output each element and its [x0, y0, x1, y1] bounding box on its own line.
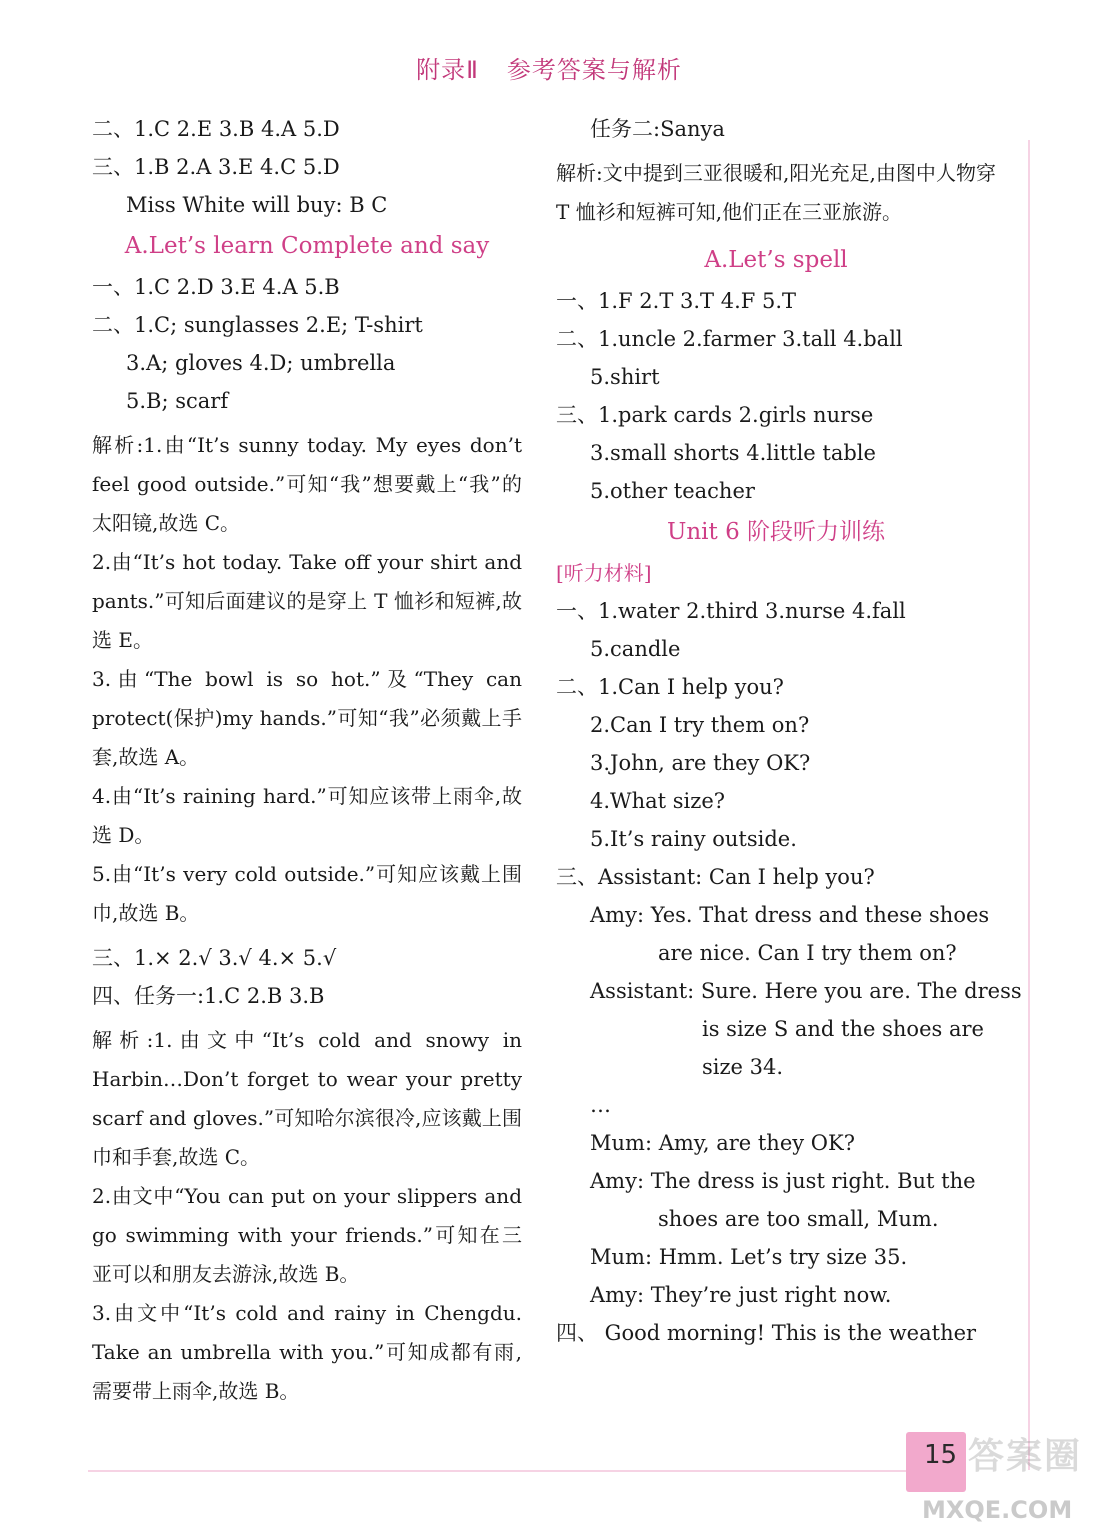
answer-line: 一、1.C 2.D 3.E 4.A 5.B	[92, 275, 340, 299]
answer-line: [听力材料]	[556, 561, 652, 585]
explanation-paragraph: 4.由“It’s raining hard.”可知应该带上雨伞,故选 D。	[92, 784, 522, 847]
answer-line: Assistant: Sure. Here you are. The dress	[590, 979, 1022, 1003]
answer-line: Mum: Hmm. Let’s try size 35.	[590, 1245, 908, 1269]
answer-line: 一、1.water 2.third 3.nurse 4.fall	[556, 599, 906, 623]
answer-line: 3.A; gloves 4.D; umbrella	[126, 351, 396, 375]
explanation-paragraph: 2.由“It’s hot today. Take off your shirt and pants.”可知后面建议的是穿上 T 恤衫和短裤,故选 E。	[92, 550, 522, 652]
explanation-paragraph: 3.由“The bowl is so hot.”及“They can protect(保护)my hands.”可知“我”必须戴上手套,故选 A。	[92, 667, 522, 769]
right-margin-rule	[1028, 140, 1030, 1470]
answer-line: 四、 Good morning! This is the weather	[556, 1321, 977, 1345]
explanation-paragraph: 解析:1.由文中“It’s cold and snowy in Harbin…Don’t forget to wear your pretty scarf and gloves.”可知哈尔滨很冷,应该戴上围巾和手套,故选 C。	[92, 1028, 522, 1169]
answer-line: 5.It’s rainy outside.	[590, 827, 797, 851]
answer-line: 一、1.F 2.T 3.T 4.F 5.T	[556, 289, 797, 313]
answer-line: 任务二:Sanya	[590, 117, 725, 141]
answer-line: 二、1.C; sunglasses 2.E; T-shirt	[92, 313, 423, 337]
header-title: 参考答案与解析	[506, 56, 682, 84]
page-header	[0, 50, 1098, 85]
explanation-paragraph: 5.由“It’s very cold outside.”可知应该戴上围巾,故选 B。	[92, 862, 522, 925]
answer-line: Mum: Amy, are they OK?	[590, 1131, 855, 1155]
answer-line: 二、1.uncle 2.farmer 3.tall 4.ball	[556, 327, 903, 351]
answer-line: 三、1.B 2.A 3.E 4.C 5.D	[92, 155, 340, 179]
watermark-logo: 答案圈	[968, 1436, 1083, 1477]
answer-line: 三、1.× 2.√ 3.√ 4.× 5.√	[92, 946, 337, 970]
explanation-paragraph: 解析:1.由“It’s sunny today. My eyes don’t feel good outside.”可知“我”想要戴上“我”的太阳镜,故选 C。	[92, 433, 522, 535]
answer-line: 3.small shorts 4.little table	[590, 441, 876, 465]
right-column	[556, 110, 1022, 1352]
header-appendix: 附录Ⅱ	[416, 56, 479, 84]
answer-line: 5.B; scarf	[126, 389, 229, 413]
answer-line: 5.other teacher	[590, 479, 755, 503]
answer-line: 3.John, are they OK?	[590, 751, 811, 775]
answer-line: shoes are too small, Mum.	[658, 1207, 939, 1231]
answer-line: Miss White will buy: B C	[126, 193, 388, 217]
explanation-paragraph: 解析:文中提到三亚很暖和,阳光充足,由图中人物穿 T 恤衫和短裤可知,他们正在三亚旅游。	[556, 161, 996, 224]
answer-line: 5.shirt	[590, 365, 660, 389]
answer-line: 二、1.C 2.E 3.B 4.A 5.D	[92, 117, 340, 141]
answer-line: Amy: Yes. That dress and these shoes	[590, 903, 990, 927]
answer-line: 三、1.park cards 2.girls nurse	[556, 403, 874, 427]
answer-line: 5.candle	[590, 637, 681, 661]
explanation-paragraph: 3.由文中“It’s cold and rainy in Chengdu. Take an umbrella with you.”可知成都有雨,需要带上雨伞,故选 B。	[92, 1301, 522, 1403]
answer-line: …	[590, 1093, 611, 1117]
answer-line: are nice. Can I try them on?	[658, 941, 957, 965]
watermark-url: MXQE.COM	[922, 1496, 1073, 1524]
explanation-paragraph: 2.由文中“You can put on your slippers and go swimming with your friends.”可知在三亚可以和朋友去游泳,故选 B。	[92, 1184, 522, 1286]
answer-line: Amy: The dress is just right. But the	[590, 1169, 976, 1193]
page-number: 15	[924, 1440, 958, 1470]
answer-line: 2.Can I try them on?	[590, 713, 810, 737]
answer-line: 4.What size?	[590, 789, 726, 813]
footer-rule	[88, 1470, 918, 1472]
section-heading: A.Let’s spell	[704, 247, 848, 273]
answer-line: is size S and the shoes are	[702, 1017, 984, 1041]
answer-line: 三、Assistant: Can I help you?	[556, 865, 875, 889]
section-heading: A.Let’s learn Complete and say	[124, 233, 490, 259]
answer-line: 四、任务一:1.C 2.B 3.B	[92, 984, 325, 1008]
answer-line: size 34.	[702, 1055, 784, 1079]
left-column	[92, 110, 522, 1411]
answer-line: 二、1.Can I help you?	[556, 675, 784, 699]
answer-line: Amy: They’re just right now.	[590, 1283, 892, 1307]
section-heading: Unit 6 阶段听力训练	[666, 519, 886, 545]
